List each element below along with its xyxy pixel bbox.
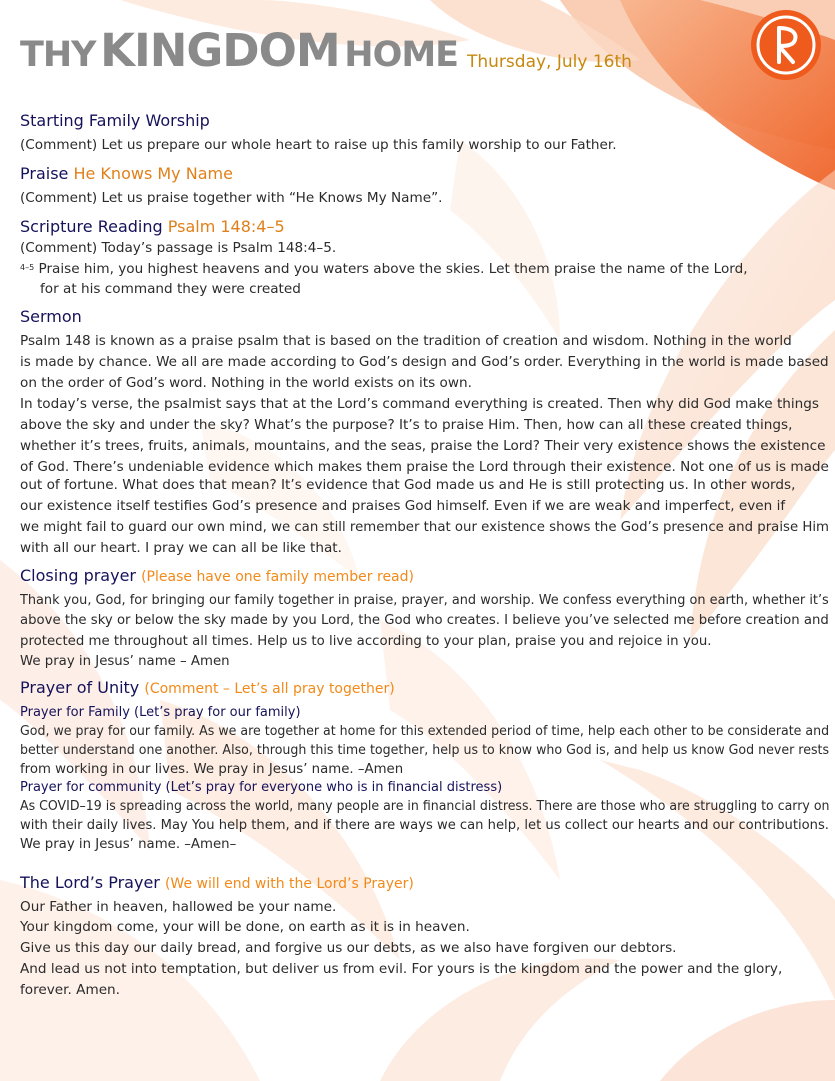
sermon-line: out of fortune. What does that mean? It’s evidence that God made us and He is still protecting us. In other words, [20,477,796,493]
scripture-verse-line [20,261,748,277]
section-scripture [20,217,285,236]
section-lords-prayer [20,873,414,892]
lords-prayer-line: Your kingdom come, your will be done, on earth as it is in heaven. [20,919,470,935]
verse-number: 4–5 [20,263,35,272]
scripture-ref: Psalm 148:4–5 [167,217,285,236]
praise-song: He Knows My Name [73,164,233,183]
closing-line: We pray in Jesus’ name – Amen [20,654,230,669]
section-closing-prayer [20,566,414,585]
community-prayer-line: As COVID–19 is spreading across the world, many people are in financial distress. There are those who are struggling to carry on [20,799,830,814]
family-prayer-title: Prayer for Family (Let’s pray for our family) [20,705,301,720]
closing-line: Thank you, God, for bringing our family together in praise, prayer, and worship. We confess everything on earth, whether it’s [20,593,829,608]
lords-prayer-heading: The Lord’s Prayer [20,873,160,892]
closing-line: above the sky or below the sky made by you Lord, the God who creates. I believe you’ve selected me before creation and [20,613,829,628]
title-home: HOME [344,35,459,75]
closing-note: (Please have one family member read) [141,569,414,585]
header-date: Thursday, July 16th [467,52,632,72]
family-prayer-line: from working in our lives. We pray in Jesus’ name. –Amen [20,762,404,777]
closing-line: protected me throughout all times. Help us to live according to your plan, praise you and rejoice in you. [20,634,712,649]
verse-text-2: for at his command they were created [40,281,301,297]
sermon-line: In today’s verse, the psalmist says that at the Lord’s command everything is created. Then why did God make things [20,396,819,412]
sermon-line: with all our heart. I pray we can all be like that. [20,540,342,556]
scripture-label: Scripture Reading [20,217,163,236]
sermon-line: Psalm 148 is known as a praise psalm that is based on the tradition of creation and wisdom. Nothing in the world [20,333,792,349]
verse-text-1: Praise him, you highest heavens and you waters above the skies. Let them praise the name of the Lord, [34,261,748,277]
community-prayer-title: Prayer for community (Let’s pray for everyone who is in financial distress) [20,780,503,795]
title-kingdom: KINGDOM [100,24,340,77]
lords-prayer-line: And lead us not into temptation, but deliver us from evil. For yours is the kingdom and the power and the glory, [20,961,783,977]
sermon-line: we might fail to guard our own mind, we can still remember that our existence shows the God’s presence and praise Him [20,519,830,535]
sermon-line: above the sky and under the sky? What’s the purpose? It’s to praise Him. Then, how can all these created things, [20,417,793,433]
page-title [20,24,458,77]
lords-prayer-line: Give us this day our daily bread, and forgive us our debts, as we also have forgiven our debtors. [20,940,677,956]
community-prayer-line: with their daily lives. May You help them, and if there are ways we can help, let us collect our hearts and our contributions. [20,818,829,833]
sermon-line: our existence itself testifies God’s presence and praises God himself. Even if we are weak and imperfect, even if [20,498,786,514]
praise-label: Praise [20,164,69,183]
section-starting-worship [20,111,210,130]
unity-note: (Comment – Let’s all pray together) [144,681,395,697]
sermon-line: on the order of God’s word. Nothing in the world exists on its own. [20,375,472,391]
praise-comment: (Comment) Let us praise together with “He Knows My Name”. [20,190,443,206]
community-prayer-line: We pray in Jesus’ name. –Amen– [20,837,237,852]
section-sermon [20,307,82,326]
sermon-heading: Sermon [20,307,82,326]
thy-kingdom-logo [747,6,825,84]
family-prayer-line: better understand one another. Also, through this time together, help us to know who God is, and help us know God never rests [20,743,830,758]
unity-heading: Prayer of Unity [20,678,140,697]
sermon-line: is made by chance. We all are made according to God’s design and God’s order. Everything in the world is made based [20,354,829,370]
lords-prayer-line: forever. Amen. [20,982,120,998]
title-thy: THY [20,35,96,75]
scripture-comment: (Comment) Today’s passage is Psalm 148:4–5. [20,240,337,256]
family-prayer-line: God, we pray for our family. As we are together at home for this extended period of time, help each other to be considerate and [20,724,830,739]
sermon-line: whether it’s trees, fruits, animals, mountains, and the seas, praise the Lord? Their very existence shows the existence [20,438,826,454]
starting-heading: Starting Family Worship [20,111,210,130]
section-praise [20,164,233,183]
starting-comment: (Comment) Let us prepare our whole heart to raise up this family worship to our Father. [20,137,617,153]
sermon-line: of God. There’s undeniable evidence which makes them praise the Lord through their existence. Not one of us is made [20,459,829,475]
lords-prayer-line: Our Father in heaven, hallowed be your name. [20,899,337,915]
closing-heading: Closing prayer [20,566,136,585]
lords-prayer-note: (We will end with the Lord’s Prayer) [164,876,414,892]
section-prayer-of-unity [20,678,395,697]
